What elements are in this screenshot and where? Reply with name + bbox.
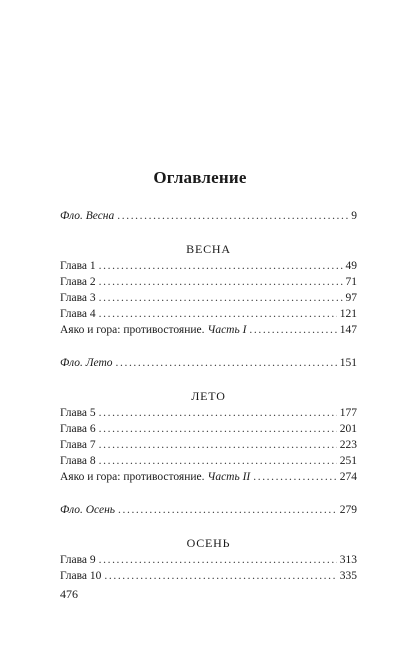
toc-entry (60, 552, 357, 568)
toc-entry-label: Фло. Осень (60, 504, 116, 516)
toc-entry-flo-summer (60, 355, 357, 371)
leader-dots (116, 355, 337, 371)
toc-entry-page: 279 (339, 504, 357, 516)
toc-entry-label-main: Аяко и гора: противостояние. (60, 324, 208, 336)
toc-entry (60, 421, 357, 437)
toc-entry-label-part: Часть I (207, 324, 247, 336)
toc-entry (60, 568, 357, 584)
leader-dots (99, 258, 343, 274)
toc-entry-flo-spring (60, 208, 357, 224)
toc-entry (60, 306, 357, 322)
toc-entry-label: Глава 3 (60, 292, 96, 304)
toc-entry-label: Глава 10 (60, 570, 102, 582)
toc-entry-page: 313 (339, 554, 357, 566)
toc-entry-page: 147 (339, 324, 357, 336)
toc-entry (60, 322, 357, 338)
leader-dots (99, 437, 337, 453)
toc-entry (60, 453, 357, 469)
toc-entry (60, 469, 357, 485)
leader-dots (99, 274, 343, 290)
toc-entry-label: Глава 9 (60, 554, 96, 566)
toc-entry-label-main: Аяко и гора: противостояние. (60, 471, 208, 483)
toc-entry-label (60, 469, 250, 485)
toc-entry (60, 437, 357, 453)
leader-dots (99, 453, 337, 469)
leader-dots (104, 568, 336, 584)
toc-entry-label: Глава 2 (60, 276, 96, 288)
toc-entry-label-part: Часть II (207, 471, 251, 483)
toc-entry-label: Глава 1 (60, 260, 96, 272)
leader-dots (117, 208, 348, 224)
toc-entry-page: 274 (339, 471, 357, 483)
toc-entry-page: 223 (339, 439, 357, 451)
toc-entry (60, 405, 357, 421)
toc-entry-label: Глава 5 (60, 407, 96, 419)
toc-entry-page: 201 (339, 423, 357, 435)
toc-entry-label: Фло. Весна (60, 210, 115, 222)
leader-dots (99, 552, 337, 568)
page-number: 476 (60, 587, 78, 601)
toc-entry-label: Глава 8 (60, 455, 96, 467)
toc-entry-page: 335 (339, 570, 357, 582)
leader-dots (99, 421, 337, 437)
page-title: Оглавление (153, 168, 247, 187)
toc-entry-label: Фло. Лето (60, 357, 113, 369)
toc-entry-page: 97 (345, 292, 357, 304)
toc-entry-label: Глава 6 (60, 423, 96, 435)
leader-dots (253, 469, 337, 485)
toc-entry-flo-autumn (60, 502, 357, 518)
section-heading-summer: ЛЕТО (191, 389, 226, 403)
toc-entry (60, 258, 357, 274)
toc-entry (60, 274, 357, 290)
leader-dots (118, 502, 337, 518)
toc-entry-label: Глава 4 (60, 308, 96, 320)
toc-entry-page: 151 (339, 357, 357, 369)
toc-entry-label (60, 322, 246, 338)
toc-entry (60, 290, 357, 306)
section-heading-autumn: ОСЕНЬ (186, 536, 231, 550)
section-heading-spring: ВЕСНА (186, 242, 231, 256)
toc-entry-page: 177 (339, 407, 357, 419)
leader-dots (249, 322, 336, 338)
toc-entry-page: 49 (345, 260, 357, 272)
toc-entry-page: 9 (351, 210, 357, 222)
toc-entry-page: 251 (339, 455, 357, 467)
toc-entry-page: 121 (339, 308, 357, 320)
leader-dots (99, 290, 343, 306)
toc-entry-label: Глава 7 (60, 439, 96, 451)
table-of-contents (60, 208, 357, 584)
leader-dots (99, 306, 337, 322)
toc-entry-page: 71 (345, 276, 357, 288)
leader-dots (99, 405, 337, 421)
